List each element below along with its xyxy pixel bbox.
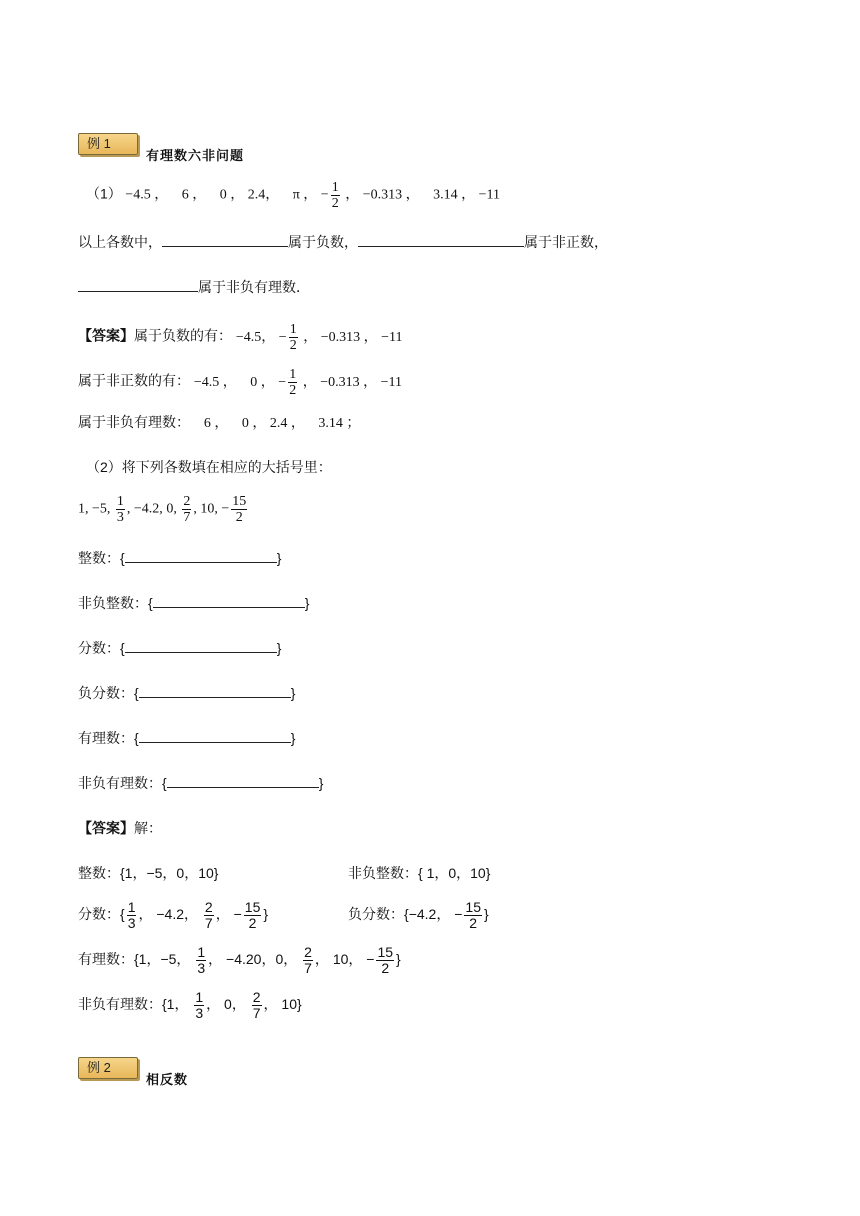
category-rational: 有理数：{ } [78, 730, 296, 746]
solution-integer: 整数：{1，−5，0，10} [78, 865, 219, 881]
number-item: 6 [181, 187, 189, 203]
category-fraction: 分数：{ } [78, 640, 282, 656]
fill-line-1 [78, 232, 608, 252]
solution-rational: 有理数：{1，−5， $\frac{1}{3}$ ， −4.20，0， $\frac{2}{7}$ ， 10， − $\frac{15}{2}$ } [78, 944, 401, 976]
example-2-badge: 例 2 [78, 1057, 138, 1079]
blank-fraction[interactable] [125, 638, 277, 653]
part1-numbers: （1） −4.5 ， 6 ， 0 ， 2.4， π ， − $\frac{1}{2}$ ， −0.313 ， 3.14 ， −11 [86, 180, 500, 211]
fill-line-2 [78, 277, 310, 297]
answer-nonnegative: 属于非负有理数： 6 ， 0 ， 2.4 ， 3.14 ； [78, 414, 361, 431]
blank-negative[interactable] [162, 232, 288, 247]
answer-negative: 【答案】属于负数的有： −4.5， − $\frac{1}{2}$ ， −0.313 ， −11 [78, 322, 403, 353]
number-item: −0.313 [362, 187, 403, 203]
number-item: −4.5 [125, 187, 151, 203]
number-item: −11 [478, 187, 500, 203]
solution-nonneg-integer: 非负整数：{ 1，0，10} [348, 865, 491, 881]
fraction-two-sevenths: $\frac{2}{7}$ [183, 494, 191, 525]
category-nonneg-integer: 非负整数：{ } [78, 595, 310, 611]
answer-label: 【答案】 [78, 327, 134, 344]
blank-neg-fraction[interactable] [139, 683, 291, 698]
fill-nonnegative-label: 属于非负有理数． [198, 279, 310, 295]
number-item: 0 [219, 187, 227, 203]
example-1-title: 有理数六非问题 [146, 148, 245, 163]
solution-neg-fraction: 负分数：{−4.2， − $\frac{15}{2}$ } [348, 899, 489, 931]
category-neg-fraction: 负分数：{ } [78, 685, 296, 701]
part2-instruction: （2）将下列各数填在相应的大括号里： [86, 459, 332, 475]
fraction-one-half: $\frac{1}{2}$ [289, 367, 297, 398]
blank-nonneg-rational[interactable] [167, 773, 319, 788]
number-item: 2.4 [247, 187, 266, 203]
part1-label: （1） [86, 185, 122, 202]
example-2-title: 相反数 [146, 1072, 189, 1087]
example-1-badge: 例 1 [78, 133, 138, 155]
solution-nonneg-rational: 非负有理数：{1， $\frac{1}{3}$ ， 0， $\frac{2}{7}$ ， 10} [78, 989, 302, 1021]
part2-numbers: 1, −5, $\frac{1}{3}$ , −4.2, 0, $\frac{2}{7}$ , 10, − $\frac{15}{2}$ [78, 494, 247, 525]
blank-nonnegative[interactable] [78, 277, 198, 292]
category-integer: 整数：{ } [78, 550, 282, 566]
fraction-sign: − [320, 187, 329, 203]
answer-nonpositive: 属于非正数的有： −4.5 ， 0 ， − $\frac{1}{2}$ ， −0.313 ， −11 [78, 367, 402, 398]
fraction-one-half: $\frac{1}{2}$ [289, 322, 297, 353]
fill-nonpositive-label: 属于非正数， [524, 234, 608, 250]
fraction-one-half: $\frac{1}{2}$ [331, 180, 339, 211]
solution-fraction: 分数：{ $\frac{1}{3}$ ， −4.2， $\frac{2}{7}$ ， − $\frac{15}{2}$ } [78, 899, 269, 931]
fill-negative-label: 属于负数， [288, 234, 358, 250]
solution-heading: 【答案】解： [78, 820, 162, 836]
blank-rational[interactable] [139, 728, 291, 743]
category-nonneg-rational: 非负有理数：{ } [78, 775, 324, 791]
blank-nonneg-integer[interactable] [153, 593, 305, 608]
number-item: π [292, 187, 300, 203]
fill-prefix: 以上各数中， [78, 234, 162, 250]
blank-nonpositive[interactable] [358, 232, 524, 247]
blank-integer[interactable] [125, 548, 277, 563]
fraction-fifteen-halves: $\frac{15}{2}$ [232, 494, 247, 525]
fraction-one-third: $\frac{1}{3}$ [116, 494, 124, 525]
number-item: 3.14 [433, 187, 458, 203]
